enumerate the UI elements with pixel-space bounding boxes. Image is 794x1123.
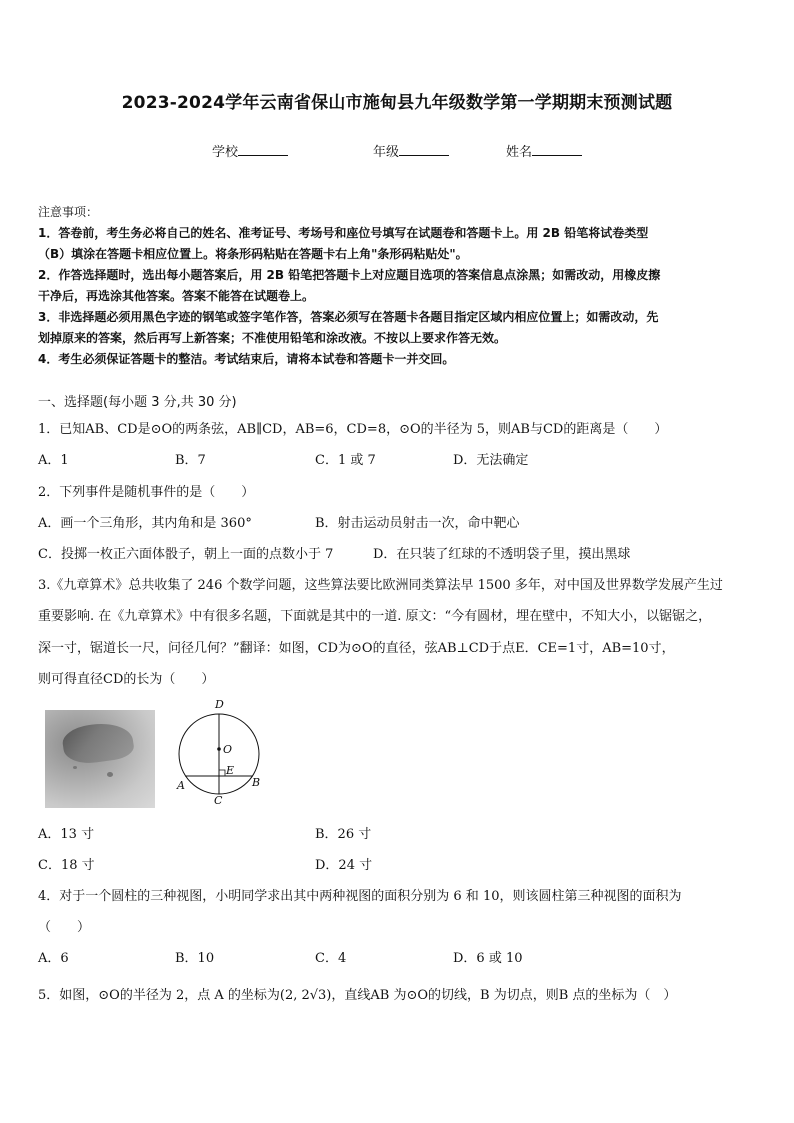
school-blank xyxy=(238,143,288,156)
q3-option-a: A．13 寸 xyxy=(38,827,95,842)
name-blank xyxy=(532,143,582,156)
school-label: 学校 xyxy=(212,145,239,160)
q4-option-d: D．6 或 10 xyxy=(453,951,523,966)
circle-figure xyxy=(172,698,268,810)
q2-option-b: B．射击运动员射击一次，命中靶心 xyxy=(315,516,520,531)
q1-option-d: D．无法确定 xyxy=(453,453,529,468)
q1-stem: 1．已知AB、CD是⊙O的两条弦，AB∥CD，AB=6，CD=8，⊙O的半径为 5，则AB与CD的距离是（ ） xyxy=(38,422,668,437)
note-line: （B）填涂在答题卡相应位置上。将条形码粘贴在答题卡右上角"条形码粘贴处"。 xyxy=(38,247,468,261)
q4-option-a: A．6 xyxy=(38,951,69,966)
section-heading: 一、选择题(每小题 3 分,共 30 分) xyxy=(38,395,237,410)
label-e: E xyxy=(226,764,235,777)
q5-stem: 5．如图，⊙O的半径为 2，点 A 的坐标为(2, 2√3)，直线AB 为⊙O的切线，B 为切点，则B 点的坐标为（ ） xyxy=(38,988,677,1003)
q4-line: 4．对于一个圆柱的三种视图，小明同学求出其中两种视图的面积分别为 6 和 10，则该圆柱第三种视图的面积为 xyxy=(38,889,682,904)
notes-heading: 注意事项： xyxy=(38,205,99,219)
name-label: 姓名 xyxy=(506,145,533,160)
wood-block xyxy=(61,719,136,766)
q1-option-c: C．1 或 7 xyxy=(315,453,376,468)
right-angle-mark xyxy=(219,770,225,776)
note-line: 4．考生必须保证答题卡的整洁。考试结束后，请将本试卷和答题卡一并交回。 xyxy=(38,352,455,366)
note-line: 划掉原来的答案，然后再写上新答案；不准使用铅笔和涂改液。不按以上要求作答无效。 xyxy=(38,331,507,345)
center-point xyxy=(217,747,221,751)
name-field xyxy=(506,141,582,160)
note-line: 3．非选择题必须用黑色字迹的钢笔或签字笔作答，答案必须写在答题卡各题目指定区域内相应位置上；如需改动，先 xyxy=(38,310,659,324)
grade-field xyxy=(373,141,449,160)
q2-option-c: C．投掷一枚正六面体骰子，朝上一面的点数小于 7 xyxy=(38,547,334,562)
q3-line: 则可得直径CD的长为（ ） xyxy=(38,672,215,687)
grade-label: 年级 xyxy=(373,145,400,160)
q2-stem: 2．下列事件是随机事件的是（ ） xyxy=(38,485,255,500)
pebble xyxy=(107,772,113,777)
label-c: C xyxy=(214,794,223,807)
page-title: 2023-2024学年云南省保山市施甸县九年级数学第一学期期末预测试题 xyxy=(121,93,673,113)
q2-option-d: D．在只装了红球的不透明袋子里，摸出黑球 xyxy=(373,547,631,562)
label-d: D xyxy=(215,698,224,711)
q3-line: 重要影响. 在《九章算术》中有很多名题，下面就是其中的一道. 原文：“今有圆材，埋在壁中，不知大小，以锯锯之， xyxy=(38,609,712,624)
q3-line: 深一寸，锯道长一尺，问径几何？”翻译：如图，CD为⊙O的直径，弦AB⊥CD于点E．CE=1寸，AB=10寸， xyxy=(38,641,675,656)
q1-option-b: B．7 xyxy=(175,453,206,468)
q1-option-a: A．1 xyxy=(38,453,69,468)
q4-option-c: C．4 xyxy=(315,951,347,966)
q2-option-a: A．画一个三角形，其内角和是 360° xyxy=(38,516,252,531)
note-line: 1．答卷前，考生务必将自己的姓名、准考证号、考场号和座位号填写在试题卷和答题卡上。用 2B 铅笔将试卷类型 xyxy=(38,226,649,240)
q3-option-c: C．18 寸 xyxy=(38,858,95,873)
q4-option-b: B．10 xyxy=(175,951,215,966)
q3-line: 3.《九章算术》总共收集了 246 个数学问题，这些算法要比欧洲同类算法早 1500 多年，对中国及世界数学发展产生过 xyxy=(38,578,723,593)
q3-option-d: D．24 寸 xyxy=(315,858,373,873)
wood-photo xyxy=(45,710,155,808)
note-line: 干净后，再选涂其他答案。答案不能答在试题卷上。 xyxy=(38,289,315,303)
note-line: 2．作答选择题时，选出每小题答案后，用 2B 铅笔把答题卡上对应题目选项的答案信息点涂黑；如需改动，用橡皮擦 xyxy=(38,268,661,282)
label-a: A xyxy=(177,779,185,792)
pebble xyxy=(73,766,77,769)
label-b: B xyxy=(252,776,261,789)
grade-blank xyxy=(399,143,449,156)
school-field xyxy=(212,141,288,160)
q3-option-b: B．26 寸 xyxy=(315,827,372,842)
q4-line: （ ） xyxy=(38,920,91,935)
label-o: O xyxy=(223,743,233,756)
